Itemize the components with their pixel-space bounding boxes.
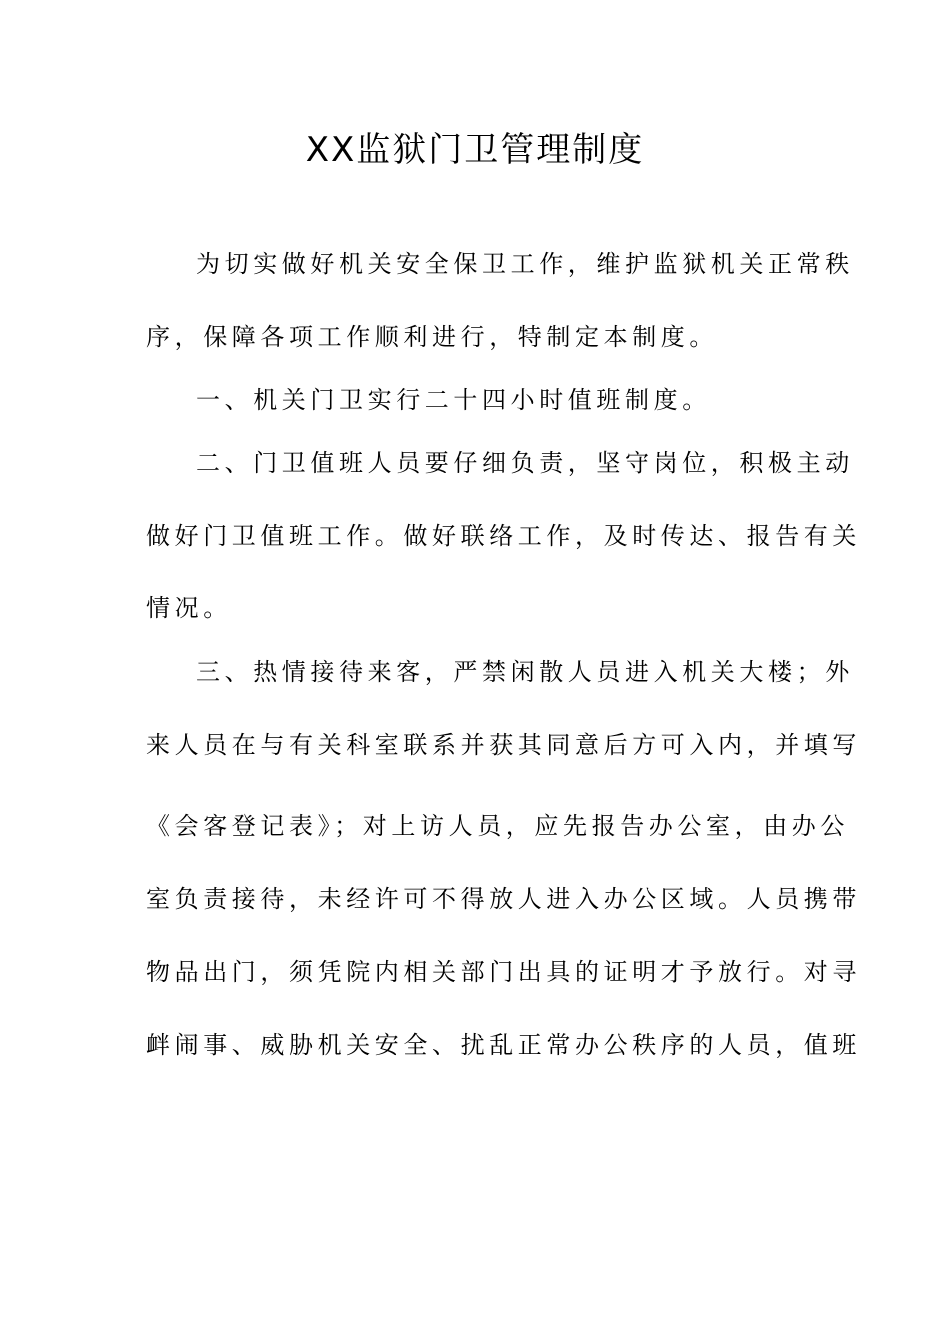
paragraph-line-1: 为切实做好机关安全保卫工作，维护监狱机关正常秩 (196, 250, 854, 278)
paragraph-line-12: 衅闹事、威胁机关安全、扰乱正常办公秩序的人员，值班 (146, 1031, 861, 1059)
paragraph-line-3: 一、机关门卫实行二十四小时值班制度。 (196, 386, 711, 414)
paragraph-line-8: 来人员在与有关科室联系并获其同意后方可入内，并填写 (146, 731, 861, 759)
paragraph-line-7: 三、热情接待来客，严禁闲散人员进入机关大楼；外 (196, 658, 854, 686)
document-title: XX监狱门卫管理制度 (305, 130, 645, 170)
paragraph-line-5: 做好门卫值班工作。做好联络工作，及时传达、报告有关 (146, 522, 861, 550)
paragraph-line-9: 《会客登记表》；对上访人员，应先报告办公室，由办公 (146, 812, 849, 840)
paragraph-line-4: 二、门卫值班人员要仔细负责，坚守岗位，积极主动 (196, 449, 854, 477)
paragraph-line-10: 室负责接待，未经许可不得放人进入办公区域。人员携带 (146, 885, 861, 913)
paragraph-line-2: 序，保障各项工作顺利进行，特制定本制度。 (146, 323, 718, 351)
paragraph-line-6: 情况。 (146, 594, 232, 622)
paragraph-line-11: 物品出门，须凭院内相关部门出具的证明才予放行。对寻 (146, 958, 861, 986)
